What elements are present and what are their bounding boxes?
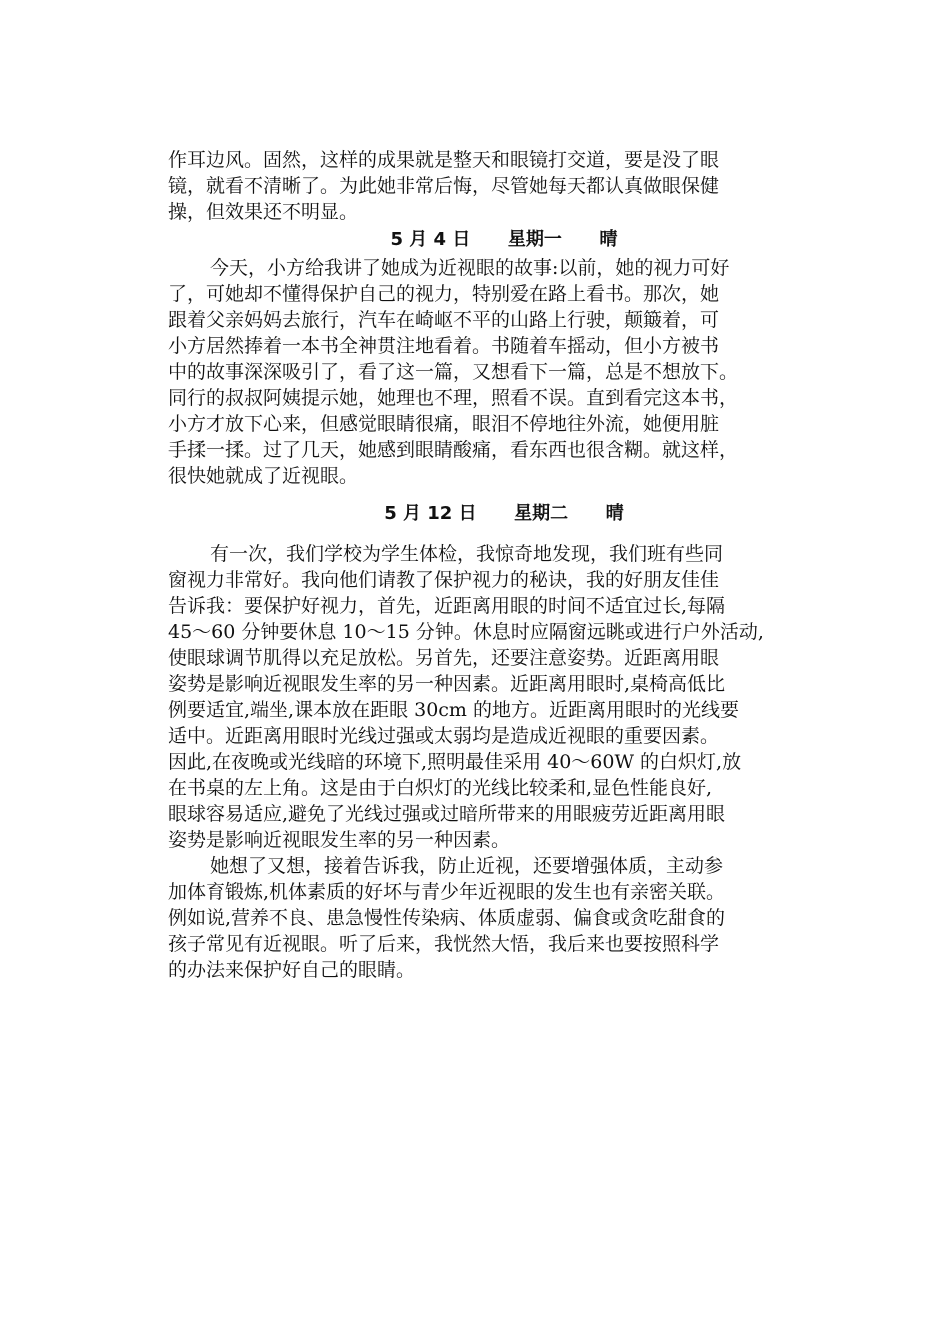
text-line: 操，但效果还不明显。 (168, 201, 359, 223)
text-line: 窗视力非常好。我向他们请教了保护视力的秘诀，我的好朋友佳佳 (168, 569, 720, 591)
text-line: 告诉我：要保护好视力，首先，近距离用眼的时间不适宜过长,每隔 (168, 595, 726, 617)
text-line: 中的故事深深吸引了，看了这一篇，又想看下一篇，总是不想放下。 (168, 361, 739, 383)
text-line: 使眼球调节肌得以充足放松。另首先，还要注意姿势。近距离用眼 (168, 647, 720, 669)
diary-entry-may-12 (168, 499, 840, 983)
text-line: 姿势是影响近视眼发生率的另一种因素。 (168, 829, 511, 851)
text-line: 姿势是影响近视眼发生率的另一种因素。近距离用眼时,桌椅高低比 (168, 673, 726, 695)
paragraph (168, 541, 840, 853)
text-line: 作耳边风。固然，这样的成果就是整天和眼镜打交道，要是没了眼 (168, 149, 720, 171)
text-line: 眼球容易适应,避免了光线过强或过暗所带来的用眼疲劳近距离用眼 (168, 803, 726, 825)
text-line: 今天，小方给我讲了她成为近视眼的故事:以前，她的视力可好 (210, 257, 730, 279)
text-line: 适中。近距离用眼时光线过强或太弱均是造成近视眼的重要因素。 (168, 725, 720, 747)
entry-heading: 5 月 12 日 星期二 晴 (384, 503, 624, 524)
text-line: 镜，就看不清晰了。为此她非常后悔，尽管她每天都认真做眼保健 (168, 175, 720, 197)
text-line: 例如说,营养不良、患急慢性传染病、体质虚弱、偏食或贪吃甜食的 (168, 907, 726, 929)
entry-heading: 5 月 4 日 星期一 晴 (390, 229, 618, 250)
text-line: 同行的叔叔阿姨提示她，她理也不理，照看不误。直到看完这本书， (168, 387, 739, 409)
text-line: 的办法来保护好自己的眼睛。 (168, 959, 416, 981)
text-line: 很快她就成了近视眼。 (168, 465, 359, 487)
text-line: 因此,在夜晚或光线暗的环境下,照明最佳采用 40～60W 的白炽灯,放 (168, 751, 742, 773)
text-line: 小方才放下心来，但感觉眼睛很痛，眼泪不停地往外流，她便用脏 (168, 413, 720, 435)
text-line: 小方居然捧着一本书全神贯注地看着。书随着车摇动，但小方被书 (168, 335, 720, 357)
paragraph-intro (168, 147, 840, 225)
text-line: 例要适宜,端坐,课本放在距眼 30cm 的地方。近距离用眼时的光线要 (168, 699, 739, 721)
text-line: 跟着父亲妈妈去旅行，汽车在崎岖不平的山路上行驶，颠簸着，可 (168, 309, 720, 331)
document-body (168, 147, 840, 983)
text-line: 她想了又想，接着告诉我，防止近视，还要增强体质，主动参 (210, 855, 724, 877)
paragraph (168, 853, 840, 983)
text-line: 加体育锻炼,机体素质的好坏与青少年近视眼的发生也有亲密关联。 (168, 881, 726, 903)
text-line: 孩子常见有近视眼。听了后来，我恍然大悟，我后来也要按照科学 (168, 933, 720, 955)
text-line: 有一次，我们学校为学生体检，我惊奇地发现，我们班有些同 (210, 543, 724, 565)
text-line: 在书桌的左上角。这是由于白炽灯的光线比较柔和,显色性能良好, (168, 777, 713, 799)
text-line: 45～60 分钟要休息 10～15 分钟。休息时应隔窗远眺或进行户外活动, (168, 621, 764, 643)
text-line: 了，可她却不懂得保护自己的视力，特别爱在路上看书。那次，她 (168, 283, 720, 305)
text-line: 手揉一揉。过了几天，她感到眼睛酸痛，看东西也很含糊。就这样， (168, 439, 739, 461)
diary-entry-may-4 (168, 225, 840, 489)
